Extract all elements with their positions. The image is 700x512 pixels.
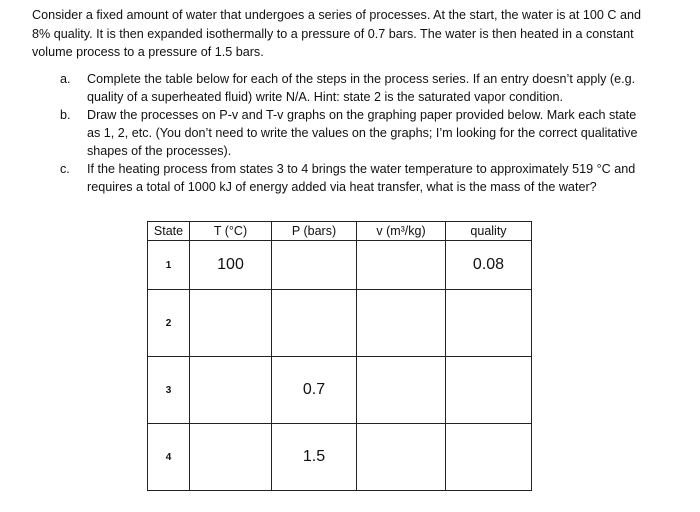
- part-c: [60, 160, 650, 196]
- part-a-letter: a.: [60, 72, 71, 86]
- header-pressure: P (bars): [272, 222, 357, 241]
- part-b-text: Draw the processes on P-v and T-v graphs on the graphing paper provided below. Mark each state as 1, 2, etc. (You don’t need to write the values on the graphs; I’m looking for the correct qualitative shapes of the processes).: [87, 108, 638, 158]
- state-table: [147, 221, 532, 491]
- quality-cell[interactable]: [446, 290, 532, 357]
- table-row: [148, 241, 532, 290]
- table-row: [148, 424, 532, 491]
- problem-parts-list: [60, 70, 650, 196]
- state-number-cell: 3: [148, 357, 190, 424]
- table-row: [148, 357, 532, 424]
- quality-cell[interactable]: 0.08: [446, 241, 532, 290]
- quality-cell[interactable]: [446, 357, 532, 424]
- part-c-letter: c.: [60, 162, 70, 176]
- quality-cell[interactable]: [446, 424, 532, 491]
- specific-volume-cell[interactable]: [357, 357, 446, 424]
- table-header-row: [148, 222, 532, 241]
- specific-volume-cell[interactable]: [357, 290, 446, 357]
- pressure-cell[interactable]: [272, 241, 357, 290]
- part-c-text: If the heating process from states 3 to 4 brings the water temperature to approximately 519 °C and requires a total of 1000 kJ of energy added via heat transfer, what is the mass of the water?: [87, 162, 636, 194]
- table-row: [148, 290, 532, 357]
- state-number-cell: 1: [148, 241, 190, 290]
- temperature-cell[interactable]: [190, 424, 272, 491]
- header-quality: quality: [446, 222, 532, 241]
- problem-statement: Consider a fixed amount of water that undergoes a series of processes. At the start, the water is at 100 C and 8% quality. It is then expanded isothermally to a pressure of 0.7 bars. The water is then heated in a constant volume process to a pressure of 1.5 bars.: [32, 8, 642, 59]
- state-number-cell: 2: [148, 290, 190, 357]
- specific-volume-cell[interactable]: [357, 241, 446, 290]
- specific-volume-cell[interactable]: [357, 424, 446, 491]
- part-b: [60, 106, 650, 160]
- header-temperature: T (°C): [190, 222, 272, 241]
- temperature-cell[interactable]: [190, 290, 272, 357]
- temperature-cell[interactable]: 100: [190, 241, 272, 290]
- part-a: [60, 70, 650, 106]
- state-number-cell: 4: [148, 424, 190, 491]
- pressure-cell[interactable]: [272, 290, 357, 357]
- part-b-letter: b.: [60, 108, 71, 122]
- pressure-cell[interactable]: 0.7: [272, 357, 357, 424]
- pressure-cell[interactable]: 1.5: [272, 424, 357, 491]
- part-a-text: Complete the table below for each of the steps in the process series. If an entry doesn’t apply (e.g. quality of a superheated fluid) write N/A. Hint: state 2 is the saturated vapor condition.: [87, 72, 636, 104]
- header-state: State: [148, 222, 190, 241]
- temperature-cell[interactable]: [190, 357, 272, 424]
- header-specific-volume: v (m³/kg): [357, 222, 446, 241]
